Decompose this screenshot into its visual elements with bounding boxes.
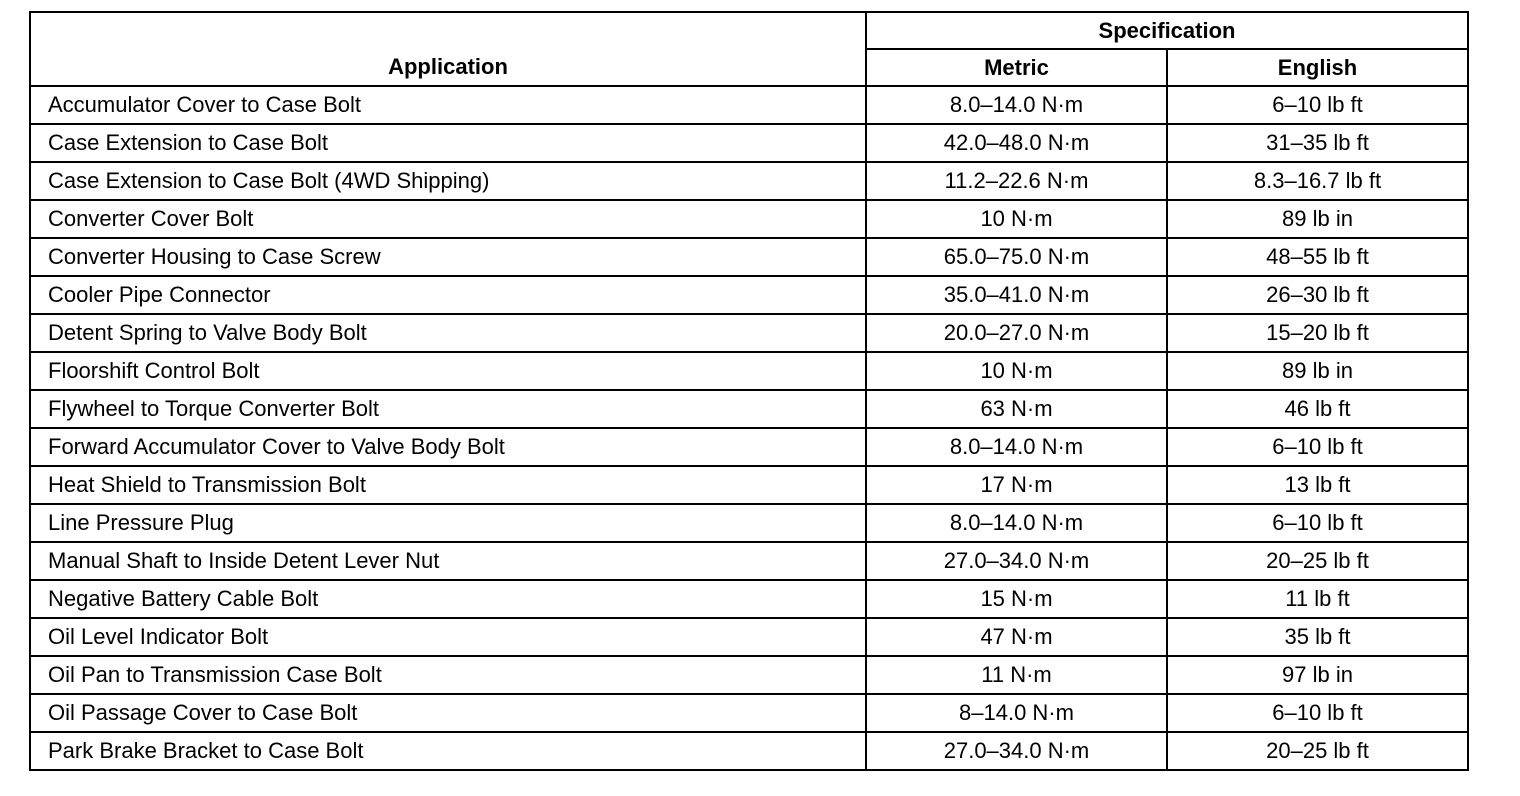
application-cell: Flywheel to Torque Converter Bolt bbox=[30, 390, 866, 428]
header-row-top bbox=[30, 12, 1468, 49]
english-cell: 89 lb in bbox=[1167, 200, 1468, 238]
english-cell: 13 lb ft bbox=[1167, 466, 1468, 504]
table-row bbox=[30, 542, 1468, 580]
english-cell: 11 lb ft bbox=[1167, 580, 1468, 618]
application-cell: Converter Cover Bolt bbox=[30, 200, 866, 238]
english-cell: 46 lb ft bbox=[1167, 390, 1468, 428]
english-cell: 6–10 lb ft bbox=[1167, 428, 1468, 466]
english-cell: 15–20 lb ft bbox=[1167, 314, 1468, 352]
table-row bbox=[30, 124, 1468, 162]
application-column-header: Application bbox=[30, 12, 866, 86]
application-cell: Case Extension to Case Bolt bbox=[30, 124, 866, 162]
metric-cell: 8.0–14.0 N·m bbox=[866, 428, 1167, 466]
application-cell: Line Pressure Plug bbox=[30, 504, 866, 542]
application-cell: Cooler Pipe Connector bbox=[30, 276, 866, 314]
table-row bbox=[30, 238, 1468, 276]
application-cell: Accumulator Cover to Case Bolt bbox=[30, 86, 866, 124]
english-cell: 31–35 lb ft bbox=[1167, 124, 1468, 162]
metric-cell: 42.0–48.0 N·m bbox=[866, 124, 1167, 162]
metric-cell: 47 N·m bbox=[866, 618, 1167, 656]
table-row bbox=[30, 656, 1468, 694]
table-row bbox=[30, 466, 1468, 504]
application-cell: Converter Housing to Case Screw bbox=[30, 238, 866, 276]
application-cell: Manual Shaft to Inside Detent Lever Nut bbox=[30, 542, 866, 580]
metric-cell: 11.2–22.6 N·m bbox=[866, 162, 1167, 200]
english-cell: 6–10 lb ft bbox=[1167, 694, 1468, 732]
specification-column-header: Specification bbox=[866, 12, 1468, 49]
english-cell: 89 lb in bbox=[1167, 352, 1468, 390]
table-row bbox=[30, 580, 1468, 618]
table-row bbox=[30, 200, 1468, 238]
metric-cell: 8.0–14.0 N·m bbox=[866, 504, 1167, 542]
metric-cell: 35.0–41.0 N·m bbox=[866, 276, 1167, 314]
table-row bbox=[30, 276, 1468, 314]
metric-cell: 10 N·m bbox=[866, 352, 1167, 390]
metric-cell: 27.0–34.0 N·m bbox=[866, 732, 1167, 770]
metric-cell: 10 N·m bbox=[866, 200, 1167, 238]
table-row bbox=[30, 314, 1468, 352]
application-cell: Oil Passage Cover to Case Bolt bbox=[30, 694, 866, 732]
english-cell: 20–25 lb ft bbox=[1167, 542, 1468, 580]
table-row bbox=[30, 732, 1468, 770]
english-cell: 6–10 lb ft bbox=[1167, 86, 1468, 124]
table-row bbox=[30, 618, 1468, 656]
table-row bbox=[30, 86, 1468, 124]
application-cell: Detent Spring to Valve Body Bolt bbox=[30, 314, 866, 352]
english-column-header: English bbox=[1167, 49, 1468, 86]
metric-cell: 65.0–75.0 N·m bbox=[866, 238, 1167, 276]
table-body bbox=[30, 86, 1468, 770]
english-cell: 20–25 lb ft bbox=[1167, 732, 1468, 770]
metric-cell: 20.0–27.0 N·m bbox=[866, 314, 1167, 352]
table-row bbox=[30, 352, 1468, 390]
table-row bbox=[30, 694, 1468, 732]
application-cell: Negative Battery Cable Bolt bbox=[30, 580, 866, 618]
english-cell: 26–30 lb ft bbox=[1167, 276, 1468, 314]
table-row bbox=[30, 504, 1468, 542]
metric-cell: 11 N·m bbox=[866, 656, 1167, 694]
english-cell: 35 lb ft bbox=[1167, 618, 1468, 656]
application-cell: Forward Accumulator Cover to Valve Body Bolt bbox=[30, 428, 866, 466]
english-cell: 48–55 lb ft bbox=[1167, 238, 1468, 276]
application-cell: Heat Shield to Transmission Bolt bbox=[30, 466, 866, 504]
metric-cell: 63 N·m bbox=[866, 390, 1167, 428]
metric-cell: 15 N·m bbox=[866, 580, 1167, 618]
metric-cell: 8–14.0 N·m bbox=[866, 694, 1167, 732]
application-cell: Floorshift Control Bolt bbox=[30, 352, 866, 390]
application-cell: Oil Level Indicator Bolt bbox=[30, 618, 866, 656]
torque-specification-table bbox=[29, 11, 1469, 771]
table-header bbox=[30, 12, 1468, 86]
english-cell: 6–10 lb ft bbox=[1167, 504, 1468, 542]
application-cell: Oil Pan to Transmission Case Bolt bbox=[30, 656, 866, 694]
application-cell: Case Extension to Case Bolt (4WD Shipping) bbox=[30, 162, 866, 200]
english-cell: 8.3–16.7 lb ft bbox=[1167, 162, 1468, 200]
english-cell: 97 lb in bbox=[1167, 656, 1468, 694]
application-cell: Park Brake Bracket to Case Bolt bbox=[30, 732, 866, 770]
metric-cell: 8.0–14.0 N·m bbox=[866, 86, 1167, 124]
metric-cell: 17 N·m bbox=[866, 466, 1167, 504]
table-row bbox=[30, 428, 1468, 466]
metric-cell: 27.0–34.0 N·m bbox=[866, 542, 1167, 580]
table-row bbox=[30, 390, 1468, 428]
metric-column-header: Metric bbox=[866, 49, 1167, 86]
table-row bbox=[30, 162, 1468, 200]
